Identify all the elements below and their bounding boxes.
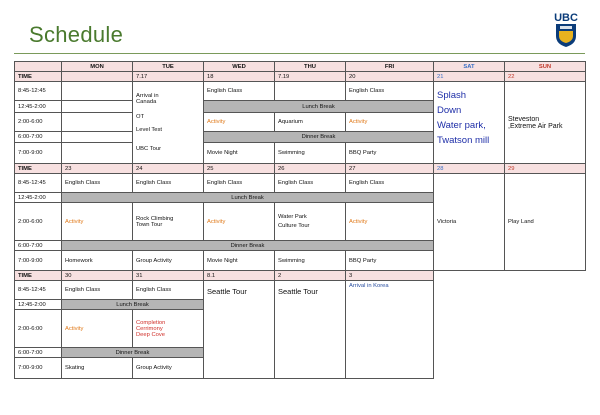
date-cell: 25	[204, 164, 275, 174]
time-label: TIME	[15, 271, 62, 281]
time-slot: 6:00-7:00	[15, 348, 62, 358]
date-cell: 7.19	[275, 72, 346, 82]
day-header-wed: WED	[204, 62, 275, 72]
day-header-sat: SAT	[434, 62, 505, 72]
corner-cell	[15, 62, 62, 72]
date-cell: 2	[275, 271, 346, 281]
date-cell: 20	[346, 72, 434, 82]
event-text: Town Tour	[136, 221, 163, 228]
time-slot: 2:00-6:00	[15, 113, 62, 132]
lunch-break: Lunch Break	[62, 193, 434, 203]
seattle-tour-cell: Seattle Tour	[204, 281, 275, 379]
event-cell: Movie Night	[204, 251, 275, 271]
dinner-break: Dinner Break	[204, 132, 434, 143]
event-cell	[133, 310, 204, 348]
arrival-korea-cell: Arrival in Korea	[346, 281, 434, 379]
event-cell: Homework	[62, 251, 133, 271]
date-cell	[62, 72, 133, 82]
event-text: Culture Tour	[278, 223, 310, 229]
event-cell: Swimming	[275, 143, 346, 164]
week2-row-morning	[15, 174, 586, 193]
date-cell: 27	[346, 164, 434, 174]
logo-text: UBC	[554, 12, 578, 24]
time-slot: 12:45-2:00	[15, 101, 62, 113]
date-cell: 23	[62, 164, 133, 174]
event-text: Level Test	[136, 127, 162, 133]
event-cell: Group Activity	[133, 358, 204, 379]
seattle-tour-cell: Seattle Tour	[275, 281, 346, 379]
activity-cell: Activity	[62, 203, 133, 241]
time-slot: 7:00-9:00	[15, 251, 62, 271]
event-text: Water Park	[278, 214, 307, 220]
empty-cell	[62, 143, 133, 164]
time-label: TIME	[15, 164, 62, 174]
day-header-tue: TUE	[133, 62, 204, 72]
activity-cell: Activity	[346, 203, 434, 241]
time-slot: 7:00-9:00	[15, 143, 62, 164]
event-text: Steveston	[508, 115, 540, 123]
dinner-break: Dinner Break	[62, 241, 434, 251]
event-text: Completion	[136, 319, 166, 326]
shield-icon	[551, 12, 581, 48]
date-cell-sun: 22	[505, 72, 586, 82]
event-text: Down	[437, 105, 462, 116]
day-header-thu: THU	[275, 62, 346, 72]
event-cell: English Class	[204, 174, 275, 193]
time-slot: 6:00-7:00	[15, 132, 62, 143]
date-cell: 3	[346, 271, 434, 281]
time-slot: 8:45-12:45	[15, 281, 62, 300]
week1-date-row	[15, 72, 586, 82]
date-cell: 26	[275, 164, 346, 174]
time-slot: 7:00-9:00	[15, 358, 62, 379]
time-slot: 12:45-2:00	[15, 300, 62, 310]
day-header-fri: FRI	[346, 62, 434, 72]
sat-event-cell: Victoria	[434, 174, 505, 271]
event-text: Arrival in	[136, 93, 159, 99]
event-text: Deep Cove	[136, 331, 166, 338]
event-text: Water park,	[437, 120, 486, 131]
blank-area	[505, 271, 586, 379]
date-cell: 7.17	[133, 72, 204, 82]
event-cell: Group Activity	[133, 251, 204, 271]
activity-cell: Activity	[62, 310, 133, 348]
event-text: Twatson mill	[437, 135, 490, 146]
date-cell: 24	[133, 164, 204, 174]
event-cell: English Class	[346, 174, 434, 193]
schedule-table	[14, 61, 586, 379]
sun-event-cell	[505, 82, 586, 164]
event-cell: Aquarium	[275, 113, 346, 132]
event-cell: English Class	[62, 174, 133, 193]
activity-cell: Activity	[346, 113, 434, 132]
time-slot: 8:45-12:45	[15, 174, 62, 193]
event-cell: Movie Night	[204, 143, 275, 164]
time-label: TIME	[15, 72, 62, 82]
blank-area	[434, 271, 505, 379]
date-cell: 31	[133, 271, 204, 281]
empty-cell	[62, 82, 133, 101]
event-cell: English Class	[204, 82, 275, 101]
week1-row-morning	[15, 82, 586, 101]
event-text: UBC Tour	[136, 146, 162, 152]
event-cell: BBQ Party	[346, 143, 434, 164]
empty-cell	[275, 82, 346, 101]
event-text: Rock Climbing	[136, 215, 174, 222]
activity-cell: Activity	[204, 113, 275, 132]
event-text: Cerrimony	[136, 325, 163, 332]
lunch-break: Lunch Break	[204, 101, 434, 113]
time-slot: 8:45-12:45	[15, 82, 62, 101]
event-cell	[275, 203, 346, 241]
event-cell: English Class	[133, 174, 204, 193]
event-text: Splash	[437, 90, 467, 101]
empty-cell	[62, 132, 133, 143]
sun-event-cell: Play Land	[505, 174, 586, 271]
date-cell-sat: 28	[434, 164, 505, 174]
dinner-break: Dinner Break	[62, 348, 204, 358]
event-cell: Swimming	[275, 251, 346, 271]
week3-date-row	[15, 271, 586, 281]
day-header-row	[15, 62, 586, 72]
event-cell: English Class	[62, 281, 133, 300]
date-cell: 30	[62, 271, 133, 281]
event-text: ,Extreme Air Park	[508, 122, 563, 130]
week2-date-row	[15, 164, 586, 174]
event-cell	[133, 203, 204, 241]
empty-cell	[62, 101, 133, 113]
date-cell-sat: 21	[434, 72, 505, 82]
event-cell: English Class	[275, 174, 346, 193]
activity-cell: Activity	[204, 203, 275, 241]
event-cell: BBQ Party	[346, 251, 434, 271]
date-cell: 18	[204, 72, 275, 82]
event-cell: Skating	[62, 358, 133, 379]
day-header-mon: MON	[62, 62, 133, 72]
sat-event-cell	[434, 82, 505, 164]
time-slot: 6:00-7:00	[15, 241, 62, 251]
event-text: Canada	[136, 99, 157, 105]
title-divider	[14, 53, 585, 54]
time-slot: 2:00-6:00	[15, 203, 62, 241]
event-cell: English Class	[346, 82, 434, 101]
empty-cell	[62, 113, 133, 132]
event-cell: English Class	[133, 281, 204, 300]
date-cell-sun: 29	[505, 164, 586, 174]
ubc-logo	[551, 12, 581, 48]
date-cell: 8.1	[204, 271, 275, 281]
tue-arrival-cell	[133, 82, 204, 164]
time-slot: 12:45-2:00	[15, 193, 62, 203]
page-title: Schedule	[29, 22, 124, 47]
time-slot: 2:00-6:00	[15, 310, 62, 348]
event-text: OT	[136, 114, 145, 120]
lunch-break: Lunch Break	[62, 300, 204, 310]
day-header-sun: SUN	[505, 62, 586, 72]
